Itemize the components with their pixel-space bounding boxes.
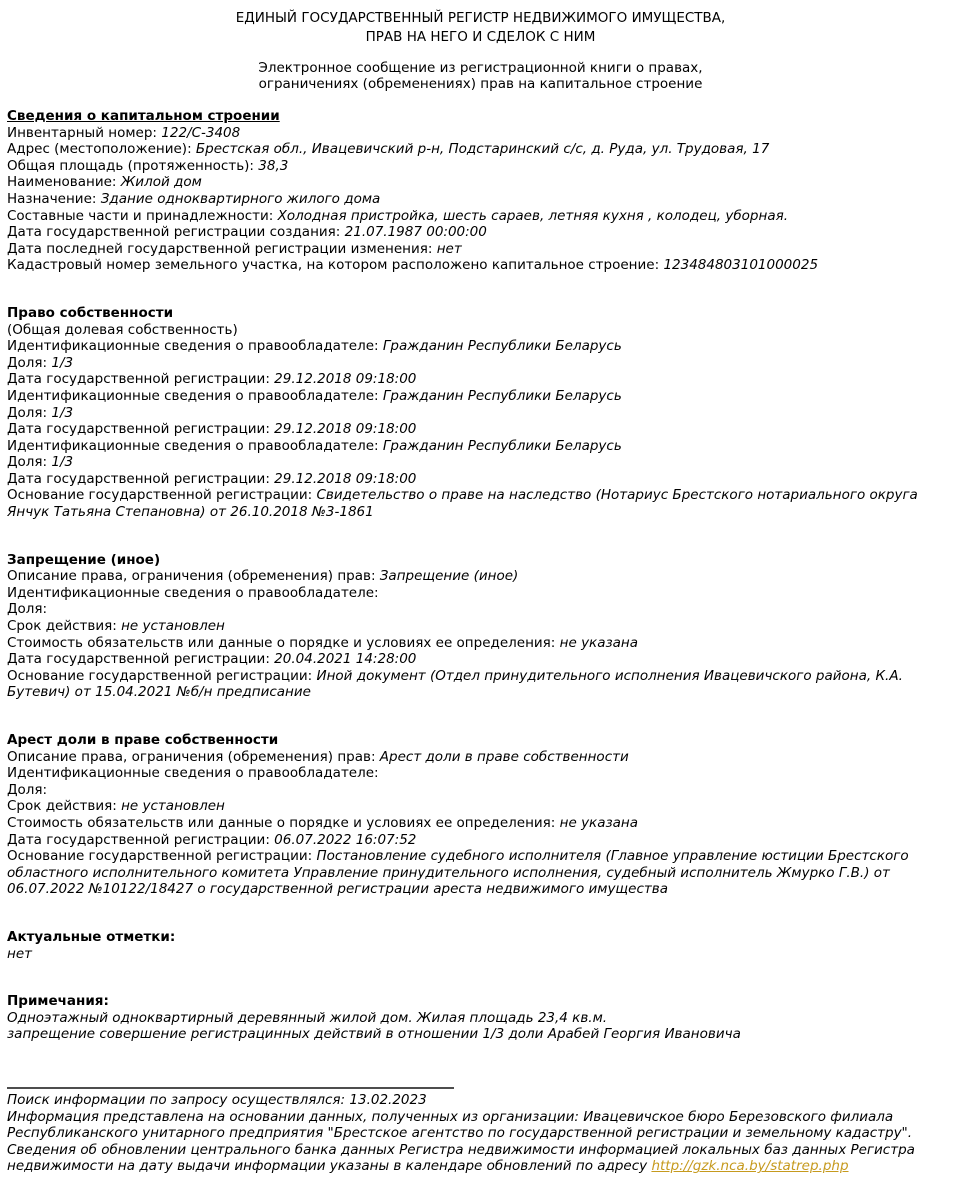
field-label: Дата государственной регистрации: — [7, 371, 275, 388]
field-label: Дата государственной регистрации: — [7, 651, 275, 668]
field-value: Здание одноквартирного жилого дома — [100, 190, 381, 207]
field-row — [7, 749, 954, 766]
subtitle-line-2: ограничениях (обременениях) прав на капитальное строение — [258, 76, 703, 92]
field-label: Стоимость обязательств или данные о порядке и условиях ее определения: — [7, 634, 560, 651]
document-title — [7, 9, 954, 46]
field-row — [7, 371, 954, 388]
field-row — [7, 651, 954, 668]
field-label: Доля: — [7, 601, 48, 618]
field-value: Иной документ (Отдел принудительного исполнения Ивацевичского района, К.А. Бутевич) от 15.04.2021 №б/н предписание — [7, 667, 903, 701]
field-value: Брестская обл., Ивацевичский р-н, Подстаринский с/с, д. Руда, ул. Трудовая, 17 — [195, 141, 770, 158]
field-label: Срок действия: — [7, 618, 122, 635]
field-row — [7, 798, 954, 815]
field-label: Кадастровый номер земельного участка, на котором расположено капитальное строение: — [7, 257, 664, 274]
field-row — [7, 782, 954, 799]
field-label: Идентификационные сведения о правообладателе: — [7, 765, 379, 782]
field-row — [7, 125, 954, 142]
field-value: Свидетельство о праве на наследство (Нотариус Брестского нотариального округа Янчук Татьяна Степановна) от 26.10.2018 №3-1861 — [7, 487, 918, 521]
field-label: Инвентарный номер: — [7, 124, 162, 141]
section-rows — [7, 568, 954, 701]
field-row — [7, 421, 954, 438]
field-row — [7, 832, 954, 849]
section-rows — [7, 322, 954, 521]
field-label: Общая площадь (протяженность): — [7, 157, 259, 174]
section-heading: Примечания: — [7, 993, 109, 1010]
section-share-arrest — [7, 732, 954, 898]
field-value: 29.12.2018 09:18:00 — [274, 371, 417, 388]
field-value: 1/3 — [51, 354, 74, 371]
field-label: Дата государственной регистрации: — [7, 421, 275, 438]
field-value: не установлен — [121, 618, 225, 635]
field-label: Доля: — [7, 354, 52, 371]
field-label: Описание права, ограничения (обременения) прав: — [7, 568, 380, 585]
field-row — [7, 322, 954, 339]
section-heading: Право собственности — [7, 304, 174, 321]
field-label: Доля: — [7, 404, 52, 421]
field-value: 1/3 — [51, 454, 74, 471]
statrep-link[interactable]: http://gzk.nca.by/statrep.php — [651, 1158, 849, 1175]
field-row — [7, 241, 954, 258]
field-row — [7, 668, 954, 701]
field-row — [7, 487, 954, 520]
field-row — [7, 635, 954, 652]
field-label: Наименование: — [7, 174, 121, 191]
field-row — [7, 848, 954, 898]
field-label: Дата государственной регистрации: — [7, 470, 275, 487]
field-row — [7, 454, 954, 471]
field-row — [7, 388, 954, 405]
field-value: Постановление судебного исполнителя (Главное управление юстиции Брестского областного исполнительного комитета Управление принудительного исполнения, судебный исполнитель Жмурко Г.В.) от 06.07.2022 №10122/18427 о государственной регистрации ареста недвижимого имущества — [7, 848, 909, 898]
field-row — [7, 338, 954, 355]
field-row — [7, 208, 954, 225]
field-value: Гражданин Республики Беларусь — [382, 387, 622, 404]
field-label: Составные части и принадлежности: — [7, 207, 278, 224]
field-value: Гражданин Республики Беларусь — [382, 338, 622, 355]
field-value: 38,3 — [258, 157, 289, 174]
field-row — [7, 141, 954, 158]
field-row — [7, 471, 954, 488]
footer-update-text: Сведения об обновлении центрального банка данных Регистра недвижимости информацией локальных баз данных Регистра недвижимости на дату выдачи информации указаны в календаре обновлений по адресу — [7, 1141, 915, 1175]
field-label: Стоимость обязательств или данные о порядке и условиях ее определения: — [7, 814, 560, 831]
separator-line — [7, 1087, 454, 1089]
field-value: Холодная пристройка, шесть сараев, летняя кухня , колодец, уборная. — [277, 207, 789, 224]
field-label: Идентификационные сведения о правообладателе: — [7, 437, 383, 454]
field-row — [7, 355, 954, 372]
section-rows — [7, 749, 954, 898]
title-line-1: ЕДИНЫЙ ГОСУДАРСТВЕННЫЙ РЕГИСТР НЕДВИЖИМОГО ИМУЩЕСТВА, — [235, 10, 726, 26]
field-label: Дата государственной регистрации: — [7, 831, 275, 848]
field-row — [7, 158, 954, 175]
field-value: 20.04.2021 14:28:00 — [274, 651, 417, 668]
field-row — [7, 438, 954, 455]
section-building-info — [7, 108, 954, 274]
field-row — [7, 174, 954, 191]
section-heading: Запрещение (иное) — [7, 551, 161, 568]
footer-source-organization: Информация представлена на основании данных, полученных из организации: Ивацевичское бюро Березовского филиала Республиканского унитарного предприятия "Брестское агентство по государственной регистрации и земельному кадастру". — [7, 1108, 913, 1142]
field-label: Дата государственной регистрации создания: — [7, 224, 345, 241]
field-label: Доля: — [7, 454, 52, 471]
section-heading: Сведения о капитальном строении — [7, 108, 280, 124]
field-value: не указана — [559, 814, 639, 831]
field-value: 122/С-3408 — [161, 124, 241, 141]
field-row — [7, 618, 954, 635]
field-label: Основание государственной регистрации: — [7, 487, 317, 504]
field-value: Одноэтажный одноквартирный деревянный жилой дом. Жилая площадь 23,4 кв.м. — [7, 1009, 608, 1026]
field-row — [7, 1010, 954, 1027]
field-value: нет — [436, 240, 462, 257]
field-row — [7, 191, 954, 208]
field-row — [7, 601, 954, 618]
field-value: 123484803101000025 — [663, 257, 819, 274]
field-label: Идентификационные сведения о правообладателе: — [7, 387, 383, 404]
document-subtitle — [7, 60, 954, 92]
field-label: Доля: — [7, 781, 48, 798]
field-row — [7, 224, 954, 241]
field-label: Описание права, ограничения (обременения) прав: — [7, 748, 380, 765]
footer-search-date: Поиск информации по запросу осуществлялся: 13.02.2023 — [7, 1091, 427, 1108]
footer — [7, 1087, 954, 1175]
field-label: Идентификационные сведения о правообладателе: — [7, 338, 383, 355]
title-line-2: ПРАВ НА НЕГО И СДЕЛОК С НИМ — [365, 28, 596, 45]
field-value: Арест доли в праве собственности — [379, 748, 629, 765]
section-notes — [7, 993, 954, 1043]
field-value: не указана — [559, 634, 639, 651]
section-ownership-right — [7, 305, 954, 521]
field-value: запрещение совершение регистрацинных действий в отношении 1/3 доли Арабей Георгия Ивановича — [7, 1026, 741, 1043]
subtitle-line-1: Электронное сообщение из регистрационной книги о правах, — [258, 60, 703, 76]
field-label: Основание государственной регистрации: — [7, 667, 317, 684]
field-value: нет — [7, 945, 32, 962]
field-label: Адрес (местоположение): — [7, 141, 196, 158]
field-label: Дата последней государственной регистрации изменения: — [7, 240, 437, 257]
field-row — [7, 585, 954, 602]
field-value: 29.12.2018 09:18:00 — [274, 421, 417, 438]
field-row — [7, 568, 954, 585]
field-row — [7, 257, 954, 274]
field-row — [7, 946, 954, 963]
section-current-marks — [7, 929, 954, 962]
section-prohibition-other — [7, 552, 954, 701]
field-value: 06.07.2022 16:07:52 — [274, 831, 417, 848]
field-label: Срок действия: — [7, 798, 122, 815]
section-rows — [7, 1010, 954, 1043]
field-label: Основание государственной регистрации: — [7, 848, 317, 865]
section-heading: Актуальные отметки: — [7, 928, 176, 945]
field-row — [7, 815, 954, 832]
field-value: 1/3 — [51, 404, 74, 421]
section-rows — [7, 125, 954, 274]
field-value: Жилой дом — [120, 174, 202, 191]
footer-update-info — [7, 1142, 954, 1175]
field-value: 21.07.1987 00:00:00 — [344, 224, 487, 241]
section-rows — [7, 946, 954, 963]
field-value: Гражданин Республики Беларусь — [382, 437, 622, 454]
field-row — [7, 765, 954, 782]
field-label: (Общая долевая собственность) — [7, 321, 238, 338]
field-row — [7, 405, 954, 422]
field-label: Назначение: — [7, 190, 101, 207]
field-value: не установлен — [121, 798, 225, 815]
section-heading: Арест доли в праве собственности — [7, 732, 279, 748]
field-label: Идентификационные сведения о правообладателе: — [7, 584, 379, 601]
field-value: Запрещение (иное) — [379, 568, 519, 585]
field-value: 29.12.2018 09:18:00 — [274, 470, 417, 487]
field-row — [7, 1026, 954, 1043]
